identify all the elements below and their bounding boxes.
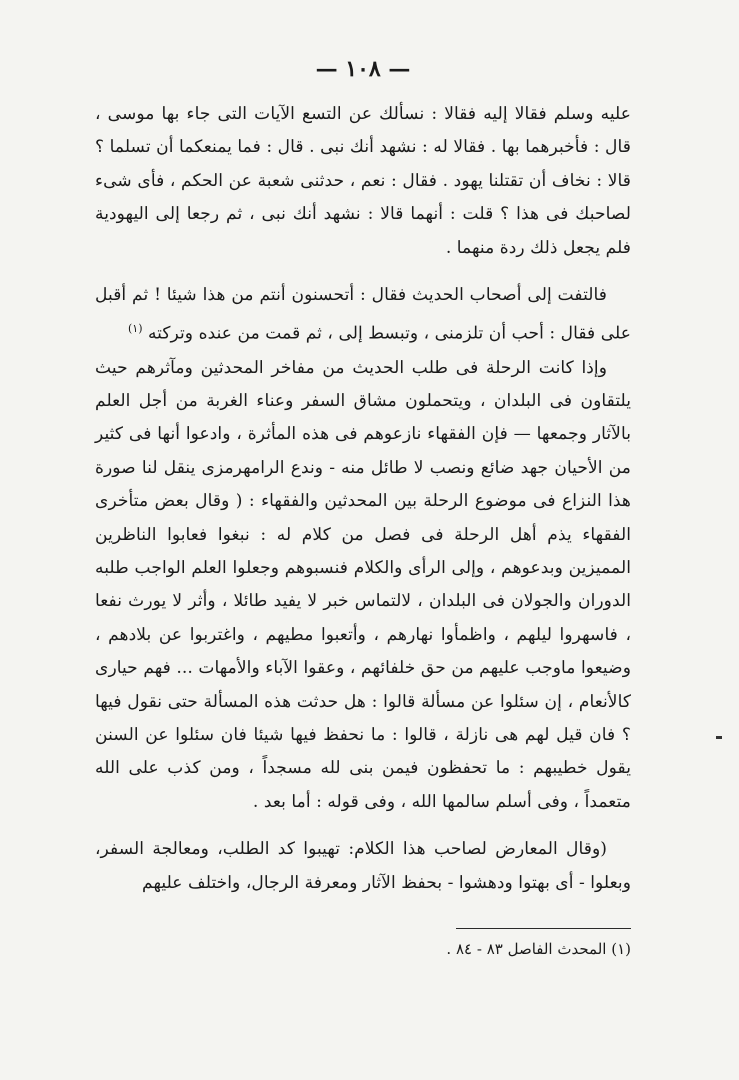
- margin-mark: [716, 736, 722, 739]
- body-text: [95, 98, 631, 900]
- page-number: — ١٠٨ —: [315, 56, 411, 82]
- paragraph-4: (وقال المعارض لصاحب هذا الكلام: تهيبوا كد الطلب، ومعالجة السفر، وبعلوا - أى بهتوا ودهشوا - بحفظ الآثار ومعرفة الرجال، واختلف عليهم: [95, 839, 631, 893]
- paragraph-2-text: فالتفت إلى أصحاب الحديث فقال : أتحسنون أنتم من هذا شيئا ! ثم أقبل على فقال : أحب أن تلزمنى ، وتبسط إلى ، ثم قمت من عنده وتركته: [95, 285, 631, 345]
- paragraph-2: [95, 279, 631, 352]
- footnote-reference: (١): [127, 322, 143, 336]
- paragraph-3: وإذا كانت الرحلة فى طلب الحديث من مفاخر المحدثين ومآثرهم حيث يلتقاون فى البلدان ، ويتحملون مشاق السفر وعناء الغربة من أجل العلم بالآثار وجمعها — فإن الفقهاء نازعوهم فى هذه المأثرة ، وادعوا أنها فى كثير من الأحيان جهد ضائع ونصب لا طائل منه - وندع الرامهرمزى ينقل لنا صورة هذا النزاع فى موضوع الرحلة بين المحدثين والفقهاء : ( وقال بعض متأخرى الفقهاء يذم أهل الرحلة فى فصل من كلام له : نبغوا فعابوا الناظرين المميزين وبدعوهم ، وإلى الرأى والكلام فنسبوهم وجعلوا العلم الواجب طلبه الدوران والجولان فى البلدان ، لالتماس خبر لا يفيد طائلا ، وأثر لا يورث نفعا ، فاسهروا ليلهم ، واظمأوا نهارهم ، وأتعبوا مطيهم ، واغتربوا عن بلادهم ، وضيعوا ماوجب عليهم من حق خلفائهم ، وعقوا الآباء والأمهات ... فهم حيارى كالأنعام ، إن سئلوا عن مسألة قالوا : هل حدثت هذه المسألة حتى نقول فيها ؟ فان قيل لهم هى نازلة ، قالوا : ما نحفظ فيها شيئا فان سئلوا عن السنن يقول خطيبهم : ما تحفظون فيمن بنى لله مسجداً ، ومن كذب على الله متعمداً ، وفى أسلم سالمها الله ، وفى قوله : أما بعد .: [95, 357, 631, 812]
- footnote-divider: [456, 928, 631, 929]
- footnote: (١) المحدث الفاصل ٨٣ - ٨٤ .: [446, 940, 631, 959]
- paragraph-1: عليه وسلم فقالا إليه فقالا : نسألك عن التسع الآيات التى جاء بها موسى ، قال : فأخبرهما بها . فقالا له : نشهد أنك نبى . قال : فما يمنعكما أن تسلما ؟ قالا : نخاف أن تقتلنا يهود . فقال : نعم ، حدثنى شعبة عن الحكم ، فأى شىء لصاحبك فى هذا ؟ قلت : أنهما قالا : نشهد أنك نبى ، ثم رجعا إلى اليهودية فلم يجعل ذلك ردة منهما .: [95, 104, 631, 258]
